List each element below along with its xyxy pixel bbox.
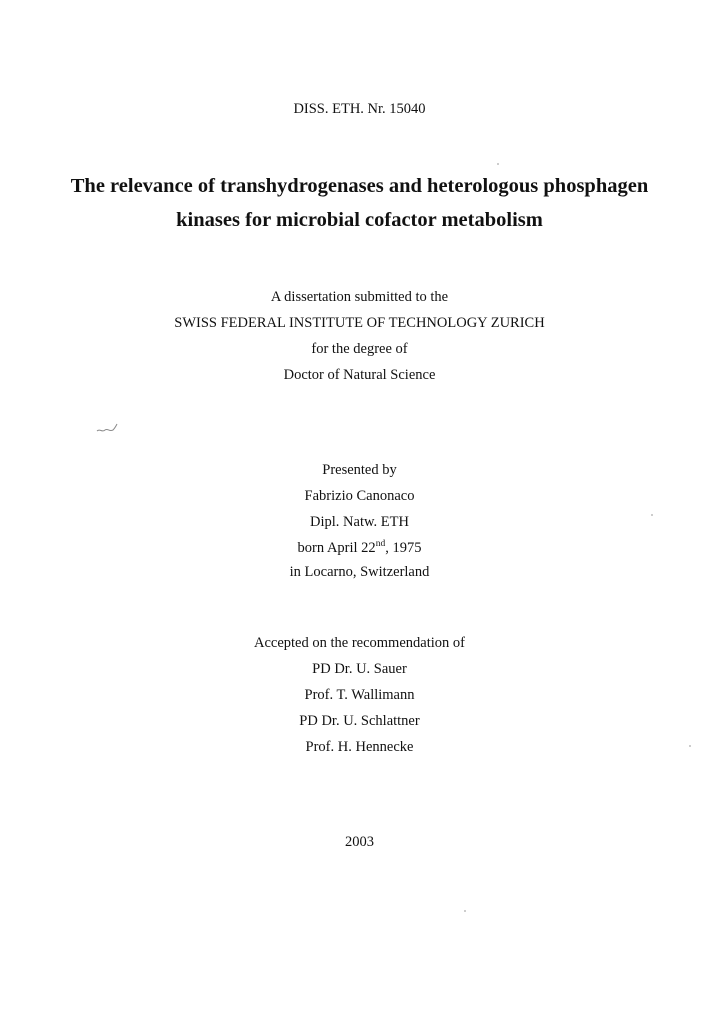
thesis-title-line-2: kinases for microbial cofactor metabolism: [176, 209, 543, 231]
committee-member: PD Dr. U. Schlattner: [299, 713, 420, 729]
submission-statement: A dissertation submitted to the: [270, 289, 449, 305]
author-name: Fabrizio Canonaco: [304, 488, 415, 504]
scan-speck: [497, 163, 499, 165]
scan-speck: [651, 514, 653, 516]
dissertation-number: DISS. ETH. Nr. 15040: [293, 101, 426, 117]
birth-year: , 1975: [385, 540, 422, 556]
committee-member: Prof. H. Hennecke: [305, 739, 414, 755]
committee-member: PD Dr. U. Sauer: [312, 661, 407, 677]
birth-date-prefix: born April 22: [297, 540, 376, 556]
birth-date-ordinal: nd: [375, 539, 386, 549]
scan-speck: [464, 910, 466, 912]
author-birth-date: [0, 539, 719, 557]
committee-member: Prof. T. Wallimann: [304, 687, 415, 703]
degree-name: Doctor of Natural Science: [283, 367, 436, 383]
degree-intro: for the degree of: [311, 341, 408, 357]
author-qualification: Dipl. Natw. ETH: [310, 514, 409, 530]
thesis-title-line-1: The relevance of transhydrogenases and heterologous phosphagen: [70, 175, 649, 197]
committee-heading: Accepted on the recommendation of: [254, 635, 465, 651]
scan-speck: [689, 745, 691, 747]
institution-name: SWISS FEDERAL INSTITUTE OF TECHNOLOGY ZURICH: [174, 315, 545, 331]
publication-year: 2003: [345, 834, 374, 850]
presented-by-label: Presented by: [322, 462, 397, 478]
author-birthplace: in Locarno, Switzerland: [289, 564, 430, 580]
pencil-mark: [95, 420, 119, 436]
